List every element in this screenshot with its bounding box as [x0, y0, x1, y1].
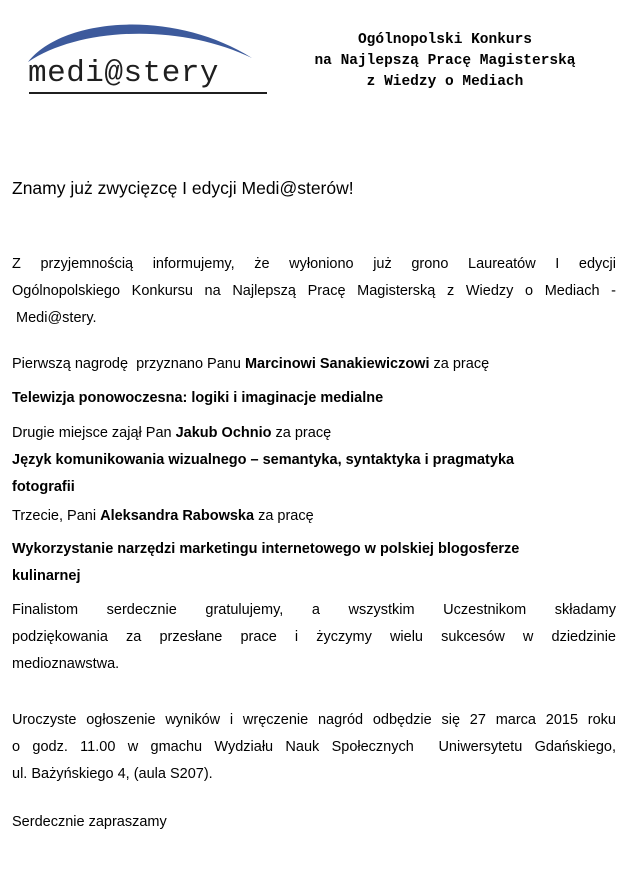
- congrats-line: Finalistom serdecznie gratulujemy, a wszystkim Uczestnikom składamy: [12, 602, 616, 618]
- first-prize-name: Marcinowi Sanakiewiczowi: [244, 356, 430, 372]
- second-prize-suffix: za pracę: [271, 425, 332, 441]
- second-prize-prefix: Drugie miejsce zajął Pan: [12, 425, 176, 441]
- second-prize-name: Jakub Ochnio: [175, 425, 272, 441]
- intro-line: Ogólnopolskiego Konkursu na Najlepszą Pracę Magisterską z Wiedzy o Mediach -: [12, 283, 616, 299]
- third-work-title-line: Wykorzystanie narzędzi marketingu internetowego w polskiej blogosferze: [12, 541, 520, 557]
- ceremony-line: Uroczyste ogłoszenie wyników i wręczenie nagród odbędzie się 27 marca 2015 roku: [12, 712, 616, 728]
- second-work-title: [12, 447, 616, 501]
- first-work-title: Telewizja ponowoczesna: logiki i imaginacje medialne: [12, 390, 384, 406]
- ceremony-line: o godz. 11.00 w gmachu Wydziału Nauk Społecznych Uniwersytetu Gdańskiego,: [12, 739, 616, 755]
- closing-text: Serdecznie zapraszamy: [12, 814, 167, 830]
- intro-paragraph: [12, 251, 616, 332]
- third-prize-name: Aleksandra Rabowska: [100, 508, 255, 524]
- third-work-title-line: kulinarnej: [12, 568, 81, 584]
- first-prize-suffix: za pracę: [429, 356, 490, 372]
- contest-title-line: Ogólnopolski Konkurs: [357, 32, 533, 48]
- second-work-title-line: Język komunikowania wizualnego – semantyka, syntaktyka i pragmatyka: [12, 452, 515, 468]
- first-prize-line: [12, 351, 616, 378]
- contest-title: [270, 30, 620, 93]
- contest-title-line: na Najlepszą Pracę Magisterską: [314, 53, 576, 69]
- logo-underline: [29, 92, 267, 94]
- contest-title-line: z Wiedzy o Mediach: [366, 74, 524, 90]
- third-work-title: [12, 536, 616, 590]
- second-prize-line: [12, 420, 616, 447]
- ceremony-line: ul. Bażyńskiego 4, (aula S207).: [12, 766, 213, 782]
- third-prize-line: [12, 503, 616, 530]
- logo-text: medi@stery: [28, 56, 220, 91]
- third-prize-prefix: Trzecie, Pani: [12, 508, 101, 524]
- third-prize-suffix: za pracę: [254, 508, 314, 524]
- congrats-line: medioznawstwa.: [12, 656, 120, 672]
- congrats-line: podziękowania za przesłane prace i życzymy wielu sukcesów w dziedzinie: [12, 629, 616, 645]
- congrats-paragraph: [12, 597, 616, 678]
- ceremony-paragraph: [12, 707, 616, 788]
- second-work-title-line: fotografii: [12, 479, 75, 495]
- intro-line: Medi@stery.: [12, 310, 97, 326]
- headline: Znamy już zwycięzcę I edycji Medi@sterów!: [12, 178, 354, 198]
- intro-line: Z przyjemnością informujemy, że wyłoniono już grono Laureatów I edycji: [12, 256, 616, 272]
- first-prize-prefix: Pierwszą nagrodę przyznano Panu: [12, 356, 245, 372]
